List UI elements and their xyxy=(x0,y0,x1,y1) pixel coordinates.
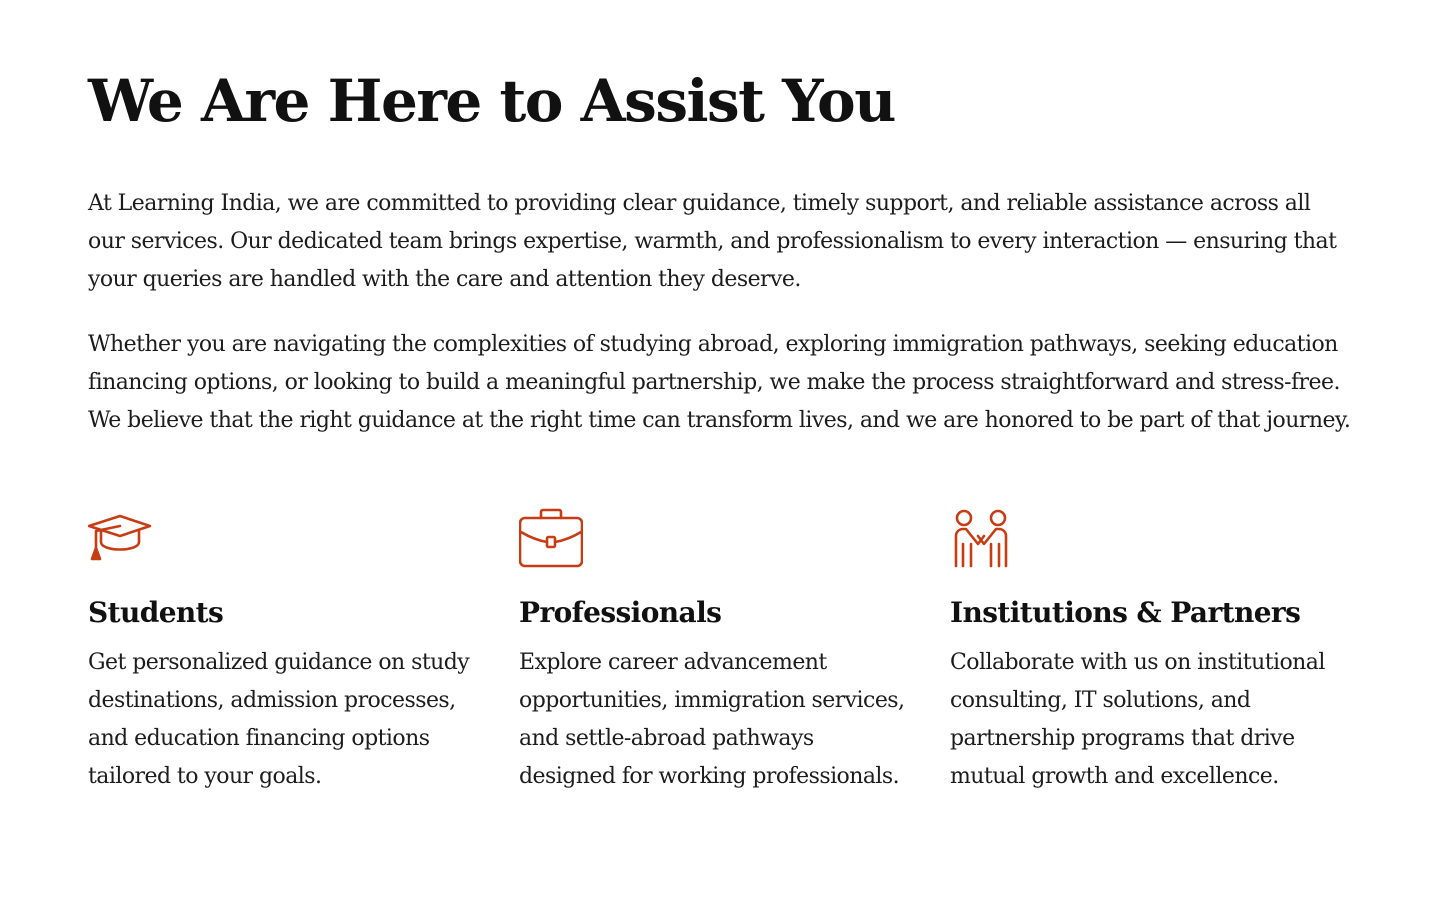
card-description: Explore career advancement opportunities, immigration services, and settle-abroad pathways designed for working professionals. xyxy=(519,650,905,789)
card-description: Get personalized guidance on study destinations, admission processes, and education financing options tailored to your goals. xyxy=(88,650,470,789)
audience-cards xyxy=(88,508,1352,848)
card-description: Collaborate with us on institutional consulting, IT solutions, and partnership programs that drive mutual growth and excellence. xyxy=(950,650,1325,789)
card-institutions-partners xyxy=(950,508,1350,796)
briefcase-icon xyxy=(519,508,583,572)
card-students xyxy=(88,508,488,796)
card-professionals xyxy=(519,508,919,796)
intro-paragraph-1: At Learning India, we are committed to providing clear guidance, timely support, and reliable assistance across all our services. Our dedicated team brings expertise, warmth, and professionalism to every interaction — ensuring that your queries are handled with the care and attention they deserve. xyxy=(88,191,1337,292)
graduation-cap-icon xyxy=(88,508,152,572)
intro-paragraph-2: Whether you are navigating the complexities of studying abroad, exploring immigration pathways, seeking education financing options, or looking to build a meaningful partnership, we make the process straightforward and stress-free. We believe that the right guidance at the right time can transform lives, and we are honored to be part of that journey. xyxy=(88,332,1351,433)
handshake-people-icon xyxy=(950,508,1014,572)
page-title: We Are Here to Assist You xyxy=(88,67,895,135)
card-title: Professionals xyxy=(519,596,722,629)
card-title: Students xyxy=(88,596,224,629)
card-title: Institutions & Partners xyxy=(950,596,1301,629)
